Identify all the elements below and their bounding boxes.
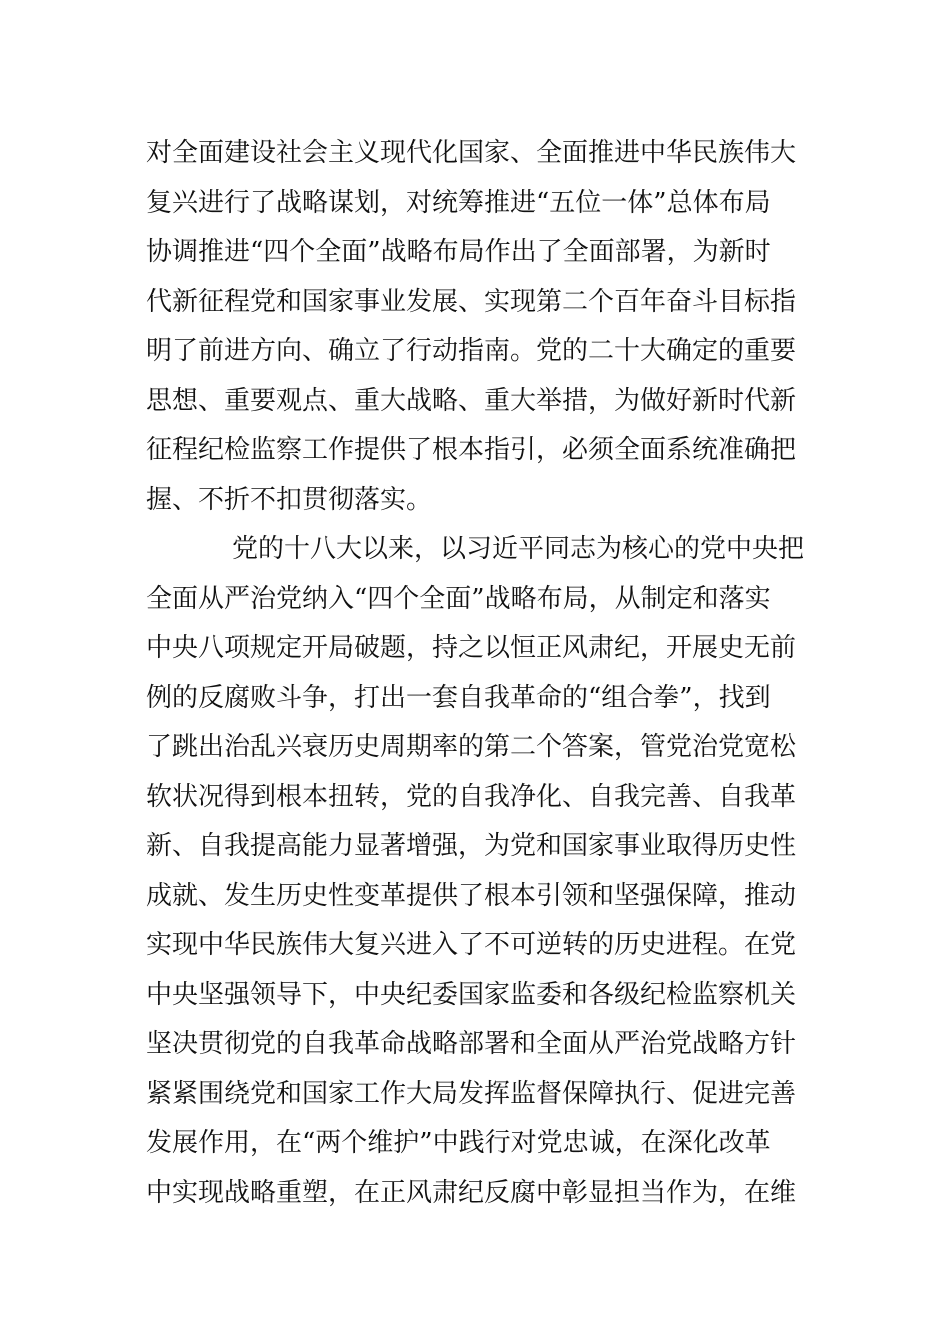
text-line: 协调推进“四个全面”战略布局作出了全面部署，为新时 (146, 237, 771, 267)
paragraph-since-18th-congress (146, 525, 806, 1218)
text-line-indented: 党的十八大以来，以习近平同志为核心的党中央把 (232, 534, 805, 564)
text-line: 了跳出治乱兴衰历史周期率的第二个答案，管党治党宽松 (146, 732, 797, 762)
text-line: 复兴进行了战略谋划，对统筹推进“五位一体”总体布局 (146, 187, 771, 218)
text-line: 软状况得到根本扭转，党的自我净化、自我完善、自我革 (146, 781, 797, 812)
text-line: 征程纪检监察工作提供了根本指引，必须全面系统准确把 (146, 435, 797, 465)
text-line: 中央八项规定开局破题，持之以恒正风肃纪，开展史无前 (146, 633, 797, 663)
text-line: 实现中华民族伟大复兴进入了不可逆转的历史进程。在党 (146, 930, 797, 960)
text-line: 中实现战略重塑，在正风肃纪反腐中彰显担当作为，在维 (146, 1177, 797, 1208)
text-line: 成就、发生历史性变革提供了根本引领和坚强保障，推动 (146, 880, 797, 911)
text-line: 代新征程党和国家事业发展、实现第二个百年奋斗目标指 (146, 286, 797, 317)
text-line: 全面从严治党纳入“四个全面”战略布局，从制定和落实 (146, 583, 771, 614)
text-line: 坚决贯彻党的自我革命战略部署和全面从严治党战略方针 (146, 1029, 797, 1059)
text-line: 例的反腐败斗争，打出一套自我革命的“组合拳”，找到 (146, 682, 771, 713)
text-line: 发展作用，在“两个维护”中践行对党忠诚，在深化改革 (146, 1128, 771, 1158)
text-line: 紧紧围绕党和国家工作大局发挥监督保障执行、促进完善 (146, 1078, 797, 1109)
text-line: 思想、重要观点、重大战略、重大举措，为做好新时代新 (146, 385, 797, 416)
paragraph-continued (146, 129, 806, 525)
text-line: 新、自我提高能力显著增强，为党和国家事业取得历史性 (146, 831, 797, 861)
text-line: 握、不折不扣贯彻落实。 (146, 484, 433, 515)
text-line: 中央坚强领导下，中央纪委国家监委和各级纪检监察机关 (146, 979, 797, 1010)
text-line: 明了前进方向、确立了行动指南。党的二十大确定的重要 (146, 336, 797, 366)
text-line: 对全面建设社会主义现代化国家、全面推进中华民族伟大 (146, 138, 797, 168)
